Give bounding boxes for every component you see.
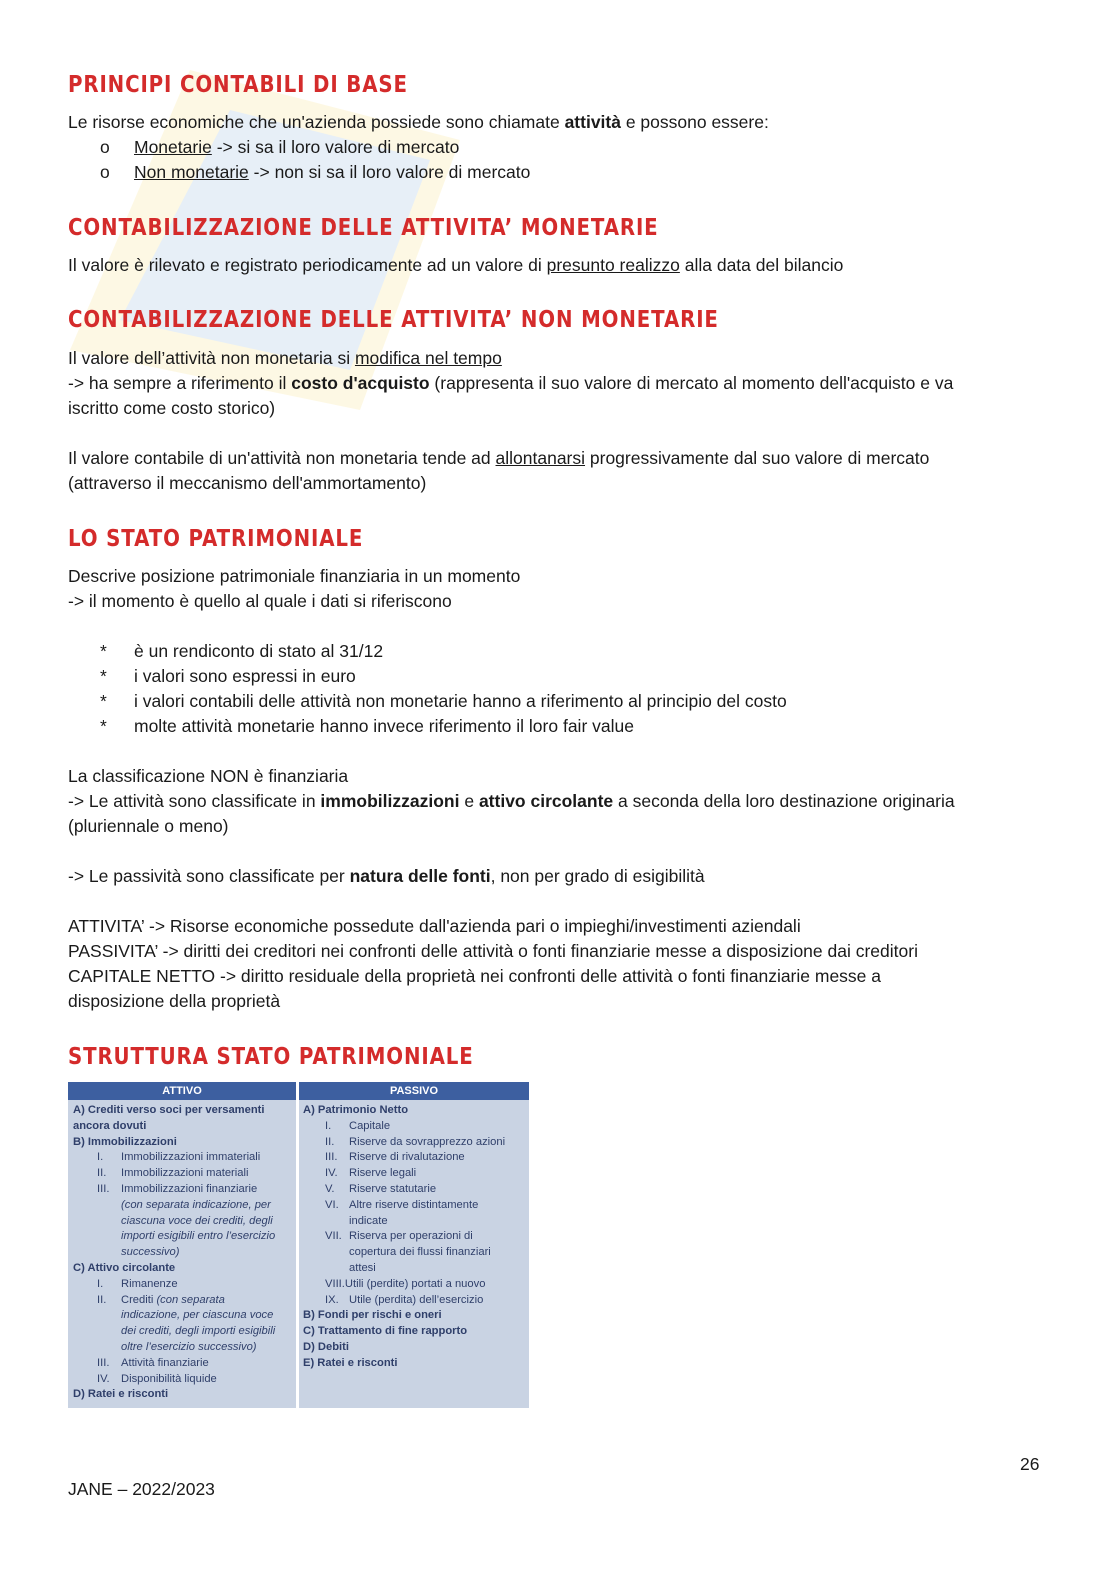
paragraph: Le risorse economiche che un'azienda possiede sono chiamate attività e possono essere:: [68, 112, 769, 132]
list-item: o Monetarie -> si sa il loro valore di mercato: [100, 137, 460, 157]
list-item: * molte attività monetarie hanno invece riferimento il loro fair value: [100, 716, 634, 736]
list-item: * i valori sono espressi in euro: [100, 666, 356, 686]
heading-stato-patrimoniale: LO STATO PATRIMONIALE: [68, 526, 364, 552]
paragraph: Il valore è rilevato e registrato periodicamente ad un valore di presunto realizzo alla data del bilancio: [68, 255, 844, 275]
table-header-attivo: ATTIVO: [68, 1082, 296, 1100]
heading-principi: PRINCIPI CONTABILI DI BASE: [68, 72, 408, 98]
list-item: * è un rendiconto di stato al 31/12: [100, 641, 384, 661]
passivo-column: A) Patrimonio Netto I. Capitale II. Riserve da sovrapprezzo azioni III. Riserve di rivalutazione IV. Riserve legali V. Riserve statutarie VI. Altre riserve distintamente indicate VII. Riserva per operazioni di copertura dei flussi finanziari attesi VIII.Utili (perdite) portati a nuovo IX. Utile (perdita) dell’esercizio B) Fondi per rischi e oneri C) Trattamento di fine rapporto D) Debiti E) Ratei e risconti: [303, 1104, 506, 1369]
table-header-passivo: PASSIVO: [299, 1082, 529, 1100]
heading-non-monetarie: CONTABILIZZAZIONE DELLE ATTIVITA’ NON MONETARIE: [68, 307, 719, 333]
balance-sheet-table: [68, 1082, 529, 1408]
paragraph: PASSIVITA’ -> diritti dei creditori nei confronti delle attività o fonti finanziarie messe a disposizione dai creditori: [68, 941, 918, 961]
list-item: o Non monetarie -> non si sa il loro valore di mercato: [100, 162, 531, 182]
paragraph: CAPITALE NETTO -> diritto residuale della proprietà nei confronti delle attività o fonti finanziarie messe a: [68, 966, 882, 986]
page-number: 26: [1020, 1454, 1040, 1474]
paragraph: Il valore contabile di un'attività non monetaria tende ad allontanarsi progressivamente dal suo valore di mercato: [68, 448, 930, 468]
paragraph: La classificazione NON è finanziaria: [68, 766, 349, 786]
paragraph: -> il momento è quello al quale i dati si riferiscono: [68, 591, 452, 611]
paragraph: Il valore dell’attività non monetaria si modifica nel tempo: [68, 348, 502, 368]
paragraph: Descrive posizione patrimoniale finanziaria in un momento: [68, 566, 521, 586]
paragraph: disposizione della proprietà: [68, 991, 281, 1011]
footer-author: JANE – 2022/2023: [68, 1479, 215, 1499]
paragraph: (pluriennale o meno): [68, 816, 229, 836]
column-divider: [296, 1082, 299, 1408]
list-item: * i valori contabili delle attività non monetarie hanno a riferimento al principio del costo: [100, 691, 787, 711]
heading-monetarie: CONTABILIZZAZIONE DELLE ATTIVITA’ MONETARIE: [68, 215, 659, 241]
attivo-column: A) Crediti verso soci per versamenti ancora dovuti B) Immobilizzazioni I. Immobilizzazioni immateriali II. Immobilizzazioni materiali III. Immobilizzazioni finanziarie (con separata indicazione, per ciascuna voce dei crediti, degli importi esigibili entro l’esercizio successivo) C) Attivo circolante I. Rimanenze II. Crediti (con separata indicazione, per ciascuna voce dei crediti, degli importi esigibili oltre l’esercizio successivo) III. Attività finanziarie IV. Disponibilità liquide D) Ratei e risconti: [73, 1104, 276, 1401]
paragraph: -> Le passività sono classificate per natura delle fonti, non per grado di esigibilità: [68, 866, 705, 886]
heading-struttura: STRUTTURA STATO PATRIMONIALE: [68, 1044, 474, 1070]
paragraph: (attraverso il meccanismo dell'ammortamento): [68, 473, 427, 493]
paragraph: -> ha sempre a riferimento il costo d'acquisto (rappresenta il suo valore di mercato al momento dell'acquisto e va: [68, 373, 954, 393]
paragraph: iscritto come costo storico): [68, 398, 276, 418]
paragraph: ATTIVITA’ -> Risorse economiche possedute dall'azienda pari o impieghi/investimenti aziendali: [68, 916, 801, 936]
paragraph: -> Le attività sono classificate in immobilizzazioni e attivo circolante a seconda della loro destinazione originaria: [68, 791, 955, 811]
